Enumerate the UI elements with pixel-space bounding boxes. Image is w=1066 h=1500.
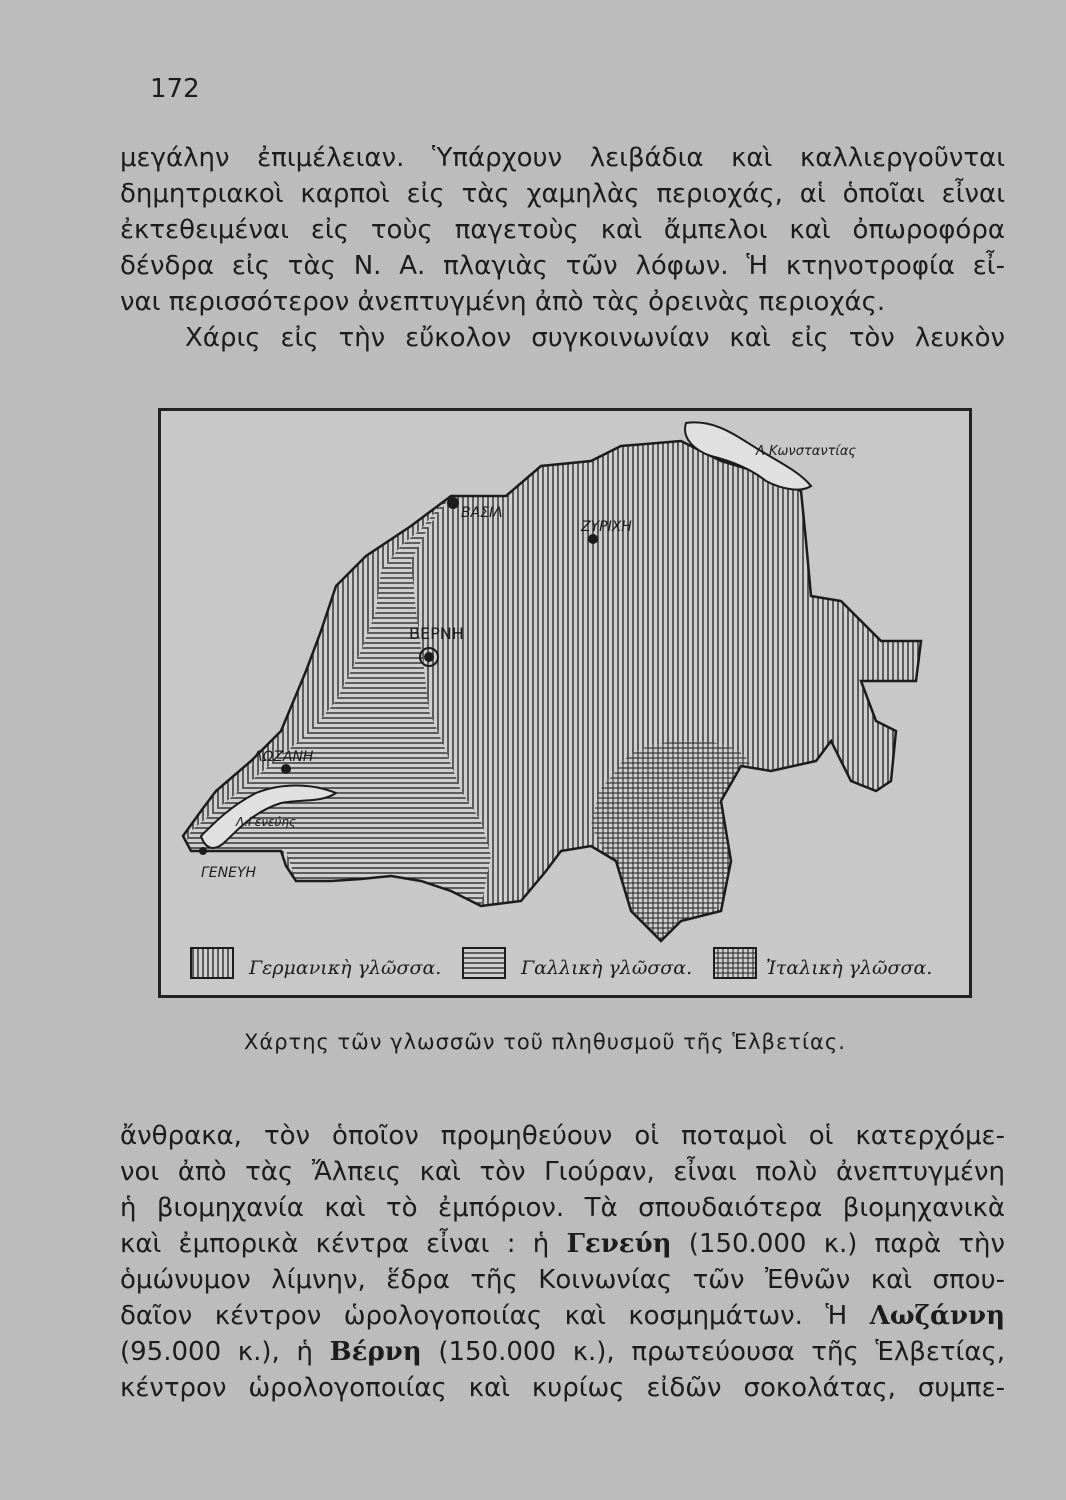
legend-label-german: Γερμανικὴ γλῶσσα. [249, 957, 442, 979]
map-legend [191, 948, 932, 979]
city-name-bern: Βέρνη [329, 1337, 422, 1367]
text-line: δημητριακοὶ καρποὶ εἰς τὰς χαμηλὰς περιοχάς, αἱ ὁποῖαι εἶναι [120, 179, 1005, 209]
legend-label-french: Γαλλικὴ γλῶσσα. [521, 957, 693, 979]
text-segment: καὶ ἐμπορικὰ κέντρα εἶναι : ἡ [120, 1229, 550, 1259]
page-number: 172 [150, 74, 200, 104]
text-segment: (150.000 κ.) παρὰ τὴν [688, 1229, 1006, 1259]
label-lake-geneva: Λ.Γενεύης [236, 815, 296, 829]
city-dot-basel [447, 497, 459, 509]
city-dot-geneva [199, 847, 207, 855]
text-line: ἐκτεθειμέναι εἰς τοὺς παγετοὺς καὶ ἄμπελοι καὶ ὀπωροφόρα [120, 215, 1005, 245]
label-lake-constance: Λ.Κωνσταντίας [756, 444, 857, 459]
city-dot-zurich [588, 534, 598, 544]
text-segment: (150.000 κ.), πρωτεύουσα τῆς Ἑλβετίας, [438, 1337, 1006, 1367]
legend-swatch-italian [714, 948, 756, 978]
text-line [120, 1334, 1005, 1370]
text-line: μεγάλην ἐπιμέλειαν. Ὑπάρχουν λειβάδια καὶ καλλιεργοῦνται [120, 143, 1005, 173]
text-line [120, 1226, 1005, 1262]
city-dot-lausanne [281, 764, 291, 774]
text-line: κέντρον ὡρολογοποιίας καὶ κυρίως εἰδῶν σοκολάτας, συμπε- [120, 1373, 1005, 1403]
text-line [120, 1298, 1005, 1334]
bottom-paragraph [120, 1118, 1005, 1406]
text-line: Χάρις εἰς τὴν εὔκολον συγκοινωνίαν καὶ εἰς τὸν λευκὸν [185, 323, 1005, 353]
label-basel: ΒΑΣΙΛ [461, 505, 503, 521]
legend-swatch-french [463, 948, 505, 978]
text-line: ὁμώνυμον λίμνην, ἕδρα τῆς Κοινωνίας τῶν Ἐθνῶν καὶ σπου- [120, 1265, 1005, 1295]
label-lausanne: ΛΩΖΑΝΗ [253, 749, 314, 765]
language-map-figure [158, 408, 972, 998]
label-zurich: ΖΥΡΙΧΗ [581, 519, 632, 535]
text-line: ἄνθρακα, τὸν ὁποῖον προμηθεύουν οἱ ποταμοὶ οἱ κατερχόμε- [120, 1121, 1005, 1151]
text-segment: δαῖον κέντρον ὡρολογοποιίας καὶ κοσμημάτων. Ἡ [120, 1301, 848, 1331]
text-line: νοι ἀπὸ τὰς Ἄλπεις καὶ τὸν Γιούραν, εἶναι πολὺ ἀνεπτυγμένη [120, 1157, 1005, 1187]
legend-label-italian: Ἰταλικὴ γλῶσσα. [766, 957, 933, 979]
figure-caption: Χάρτης τῶν γλωσσῶν τοῦ πληθυσμοῦ τῆς Ἑλβετίας. [244, 1030, 846, 1054]
top-paragraph [120, 140, 1005, 356]
text-line: ναι περισσότερον ἀνεπτυγμένη ἀπὸ τὰς ὀρεινὰς περιοχάς. [120, 287, 886, 317]
text-segment: (95.000 κ.), ἡ [120, 1337, 313, 1367]
label-geneva: ΓΕΝΕΥΗ [201, 865, 257, 881]
city-name-lausanne: Λωζάννη [869, 1301, 1005, 1331]
label-bern: ΒΕΡΝΗ [409, 624, 464, 643]
legend-swatch-german [191, 948, 233, 978]
text-line: ἡ βιομηχανία καὶ τὸ ἐμπόριον. Τὰ σπουδαιότερα βιομηχανικὰ [120, 1193, 1005, 1223]
city-name-geneva: Γενεύη [566, 1229, 672, 1259]
text-line: δένδρα εἰς τὰς Ν. Α. πλαγιὰς τῶν λόφων. Ἡ κτηνοτροφία εἶ- [120, 251, 1005, 281]
